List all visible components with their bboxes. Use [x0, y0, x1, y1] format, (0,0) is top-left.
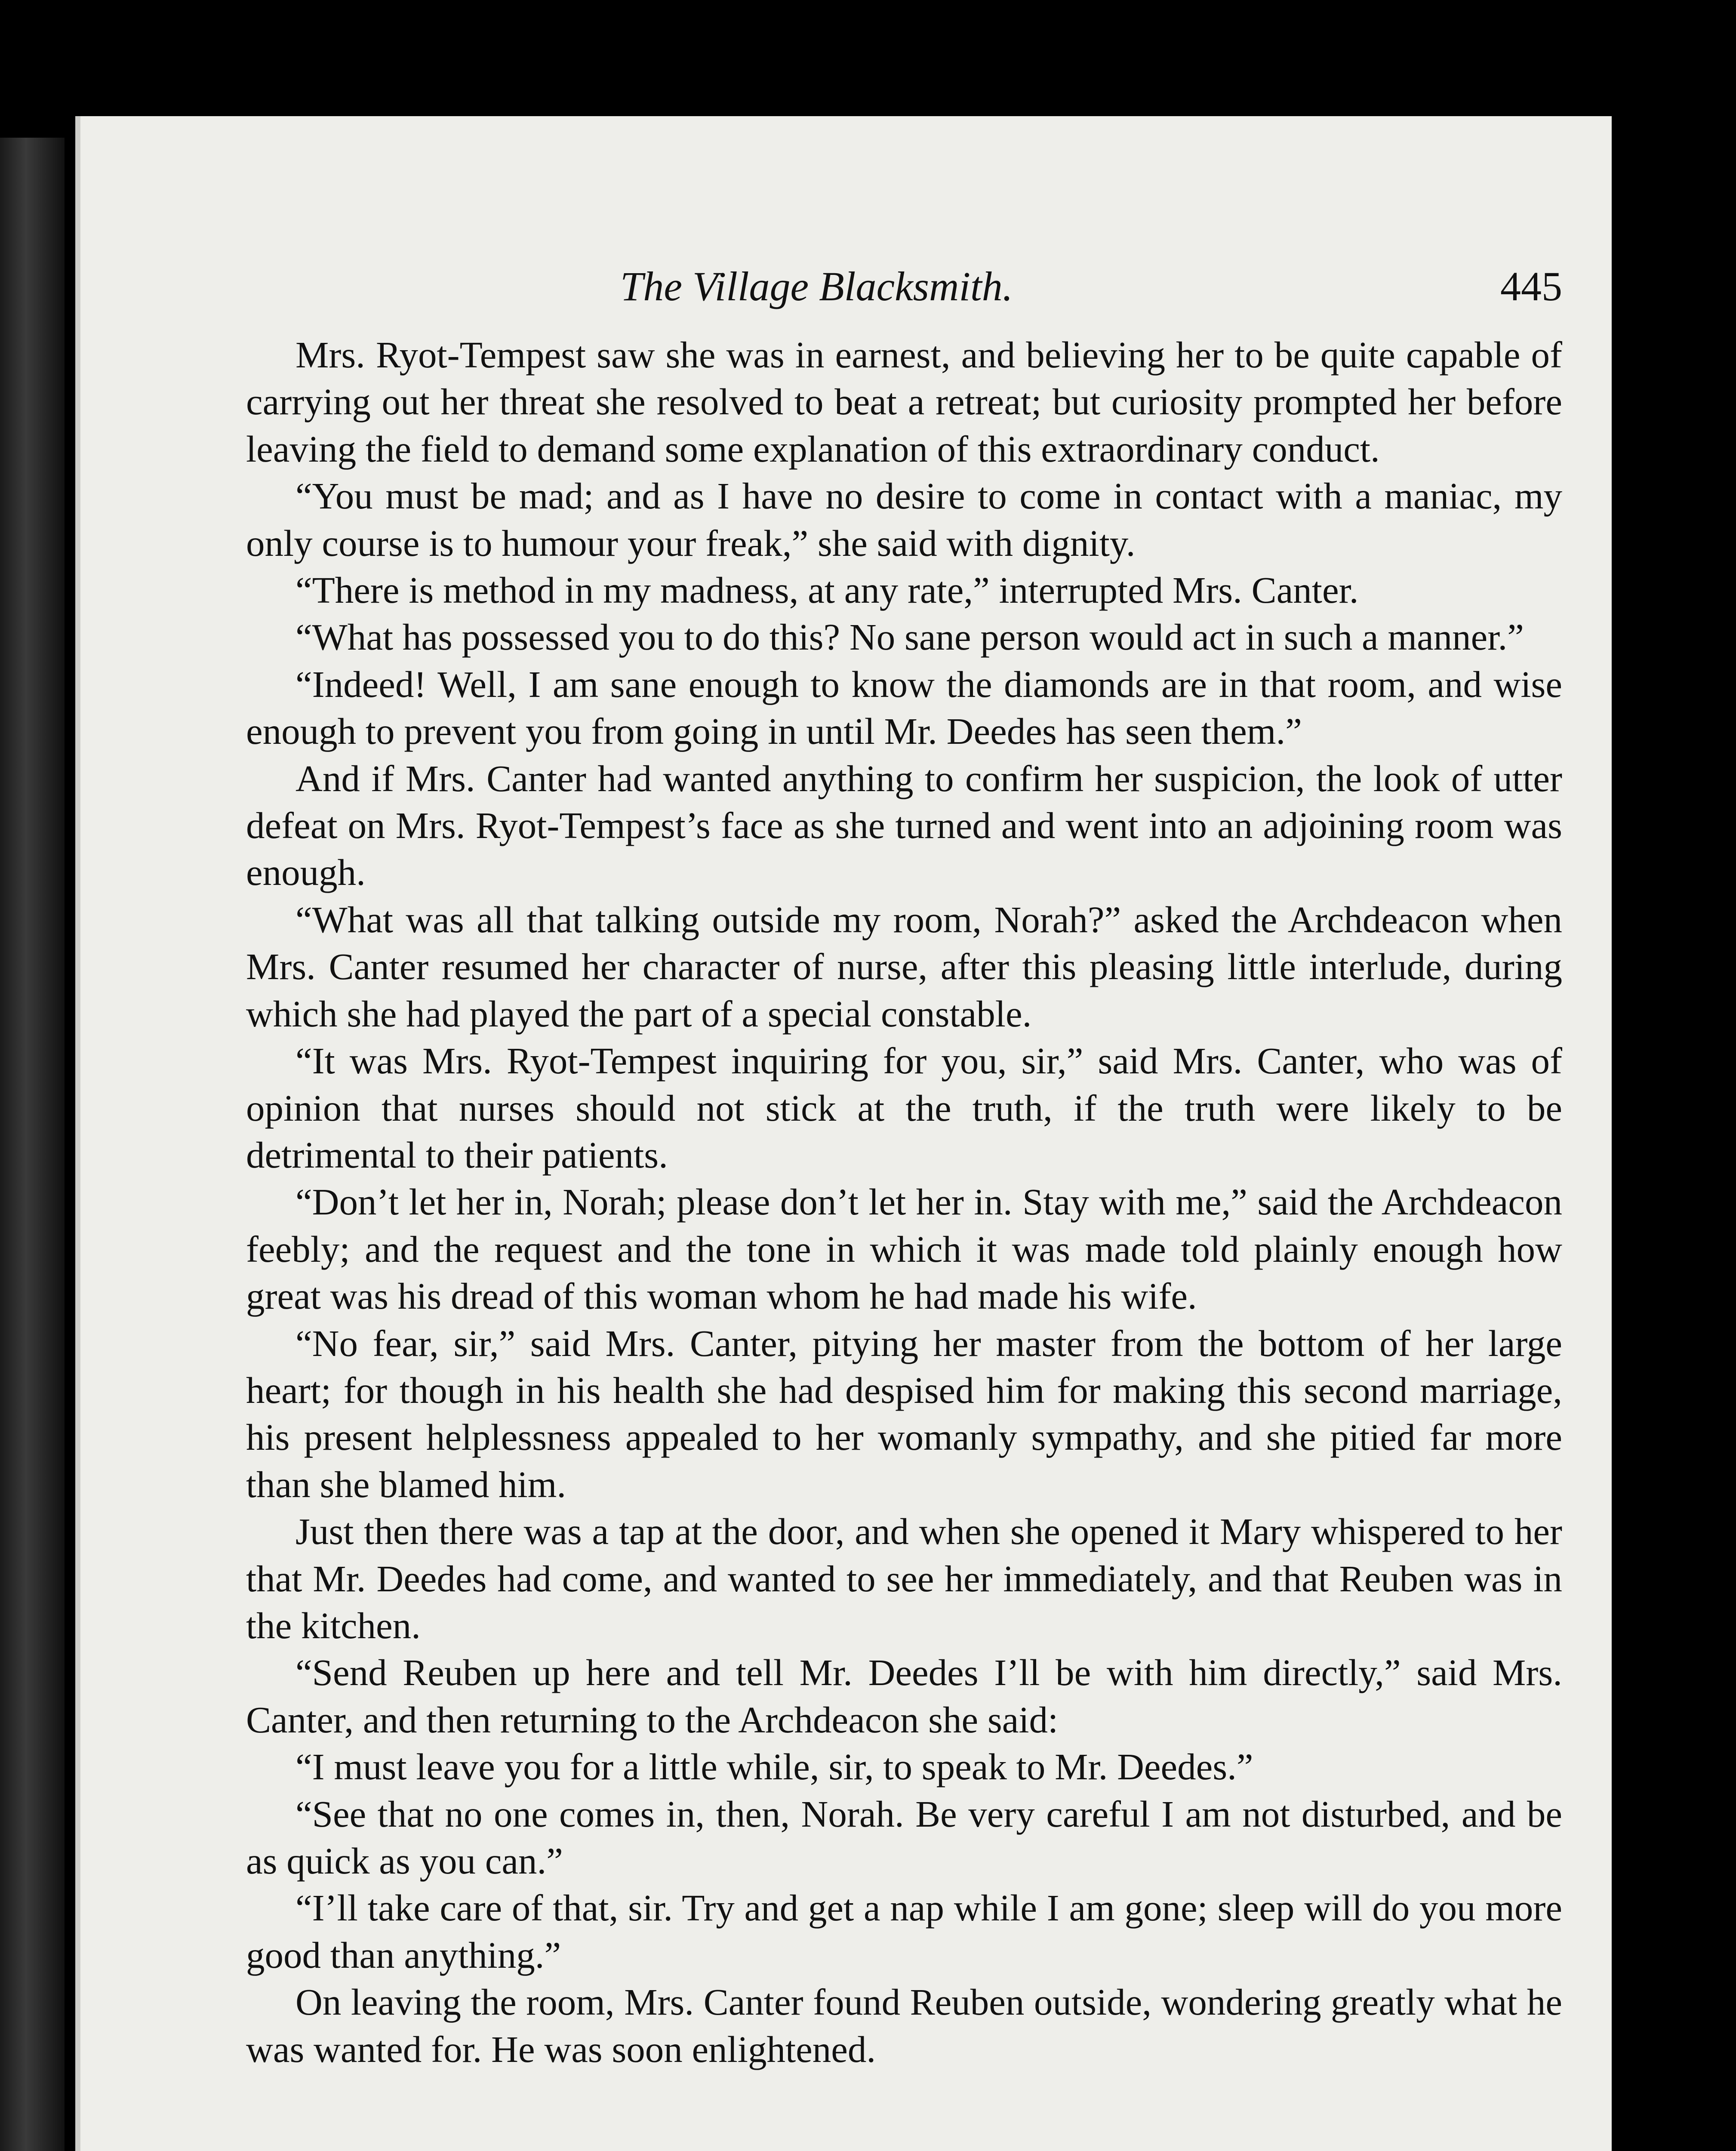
page-content: [246, 262, 1562, 2073]
paragraph: “Don’t let her in, Norah; please don’t let her in. Stay with me,” said the Archdeacon feebly; and the request and the tone in which it was made told plainly enough how great was his dread of this woman whom he had made his wife.: [246, 1181, 1562, 1317]
running-head-title: The Village Blacksmith.: [620, 263, 1013, 309]
paragraph: “What was all that talking outside my room, Norah?” asked the Archdeacon when Mrs. Canter resumed her character of nurse, after this pleasing little interlude, during which she had played the part of a special constable.: [246, 898, 1562, 1035]
paragraph: “You must be mad; and as I have no desire to come in contact with a maniac, my only course is to humour your freak,” she said with dignity.: [246, 475, 1562, 564]
body-text: [246, 331, 1562, 2073]
paragraph: “I must leave you for a little while, sir, to speak to Mr. Deedes.”: [295, 1746, 1253, 1788]
paragraph: “It was Mrs. Ryot-Tempest inquiring for you, sir,” said Mrs. Canter, who was of opinion that nurses should not stick at the truth, if the truth were likely to be detrimental to their patients.: [246, 1040, 1562, 1176]
paragraph: Mrs. Ryot-Tempest saw she was in earnest, and believing her to be quite capable of carrying out her threat she resolved to beat a retreat; but curiosity prompted her before leaving the field to demand some explanation of this extraordinary conduct.: [246, 334, 1562, 470]
book-page: [75, 116, 1612, 2151]
page-number: 445: [1500, 263, 1562, 309]
paragraph: Just then there was a tap at the door, and when she opened it Mary whispered to her that Mr. Deedes had come, and wanted to see her immediately, and that Reuben was in the kitchen.: [246, 1510, 1562, 1646]
book-spine: [0, 138, 65, 2151]
paragraph: “Indeed! Well, I am sane enough to know the diamonds are in that room, and wise enough to prevent you from going in until Mr. Deedes has seen them.”: [246, 663, 1562, 752]
paragraph: “No fear, sir,” said Mrs. Canter, pitying her master from the bottom of her large heart; for though in his health she had despised him for making this second marriage, his present helplessness appealed to her womanly sympathy, and she pitied far more than she blamed him.: [246, 1322, 1562, 1505]
paragraph: “What has possessed you to do this? No sane person would act in such a manner.”: [295, 616, 1524, 658]
paragraph: And if Mrs. Canter had wanted anything to confirm her suspicion, the look of utter defeat on Mrs. Ryot-Tempest’s face as she turned and went into an adjoining room was enough.: [246, 757, 1562, 894]
paragraph: “There is method in my madness, at any rate,” interrupted Mrs. Canter.: [295, 569, 1359, 611]
paragraph: “Send Reuben up here and tell Mr. Deedes I’ll be with him directly,” said Mrs. Canter, and then returning to the Archdeacon she said:: [246, 1652, 1562, 1741]
paragraph: On leaving the room, Mrs. Canter found Reuben outside, wondering greatly what he was wanted for. He was soon enlightened.: [246, 1981, 1562, 2070]
running-head: [246, 262, 1562, 327]
paragraph: “See that no one comes in, then, Norah. Be very careful I am not disturbed, and be as quick as you can.”: [246, 1793, 1562, 1882]
paragraph: “I’ll take care of that, sir. Try and get a nap while I am gone; sleep will do you more good than anything.”: [246, 1887, 1562, 1976]
